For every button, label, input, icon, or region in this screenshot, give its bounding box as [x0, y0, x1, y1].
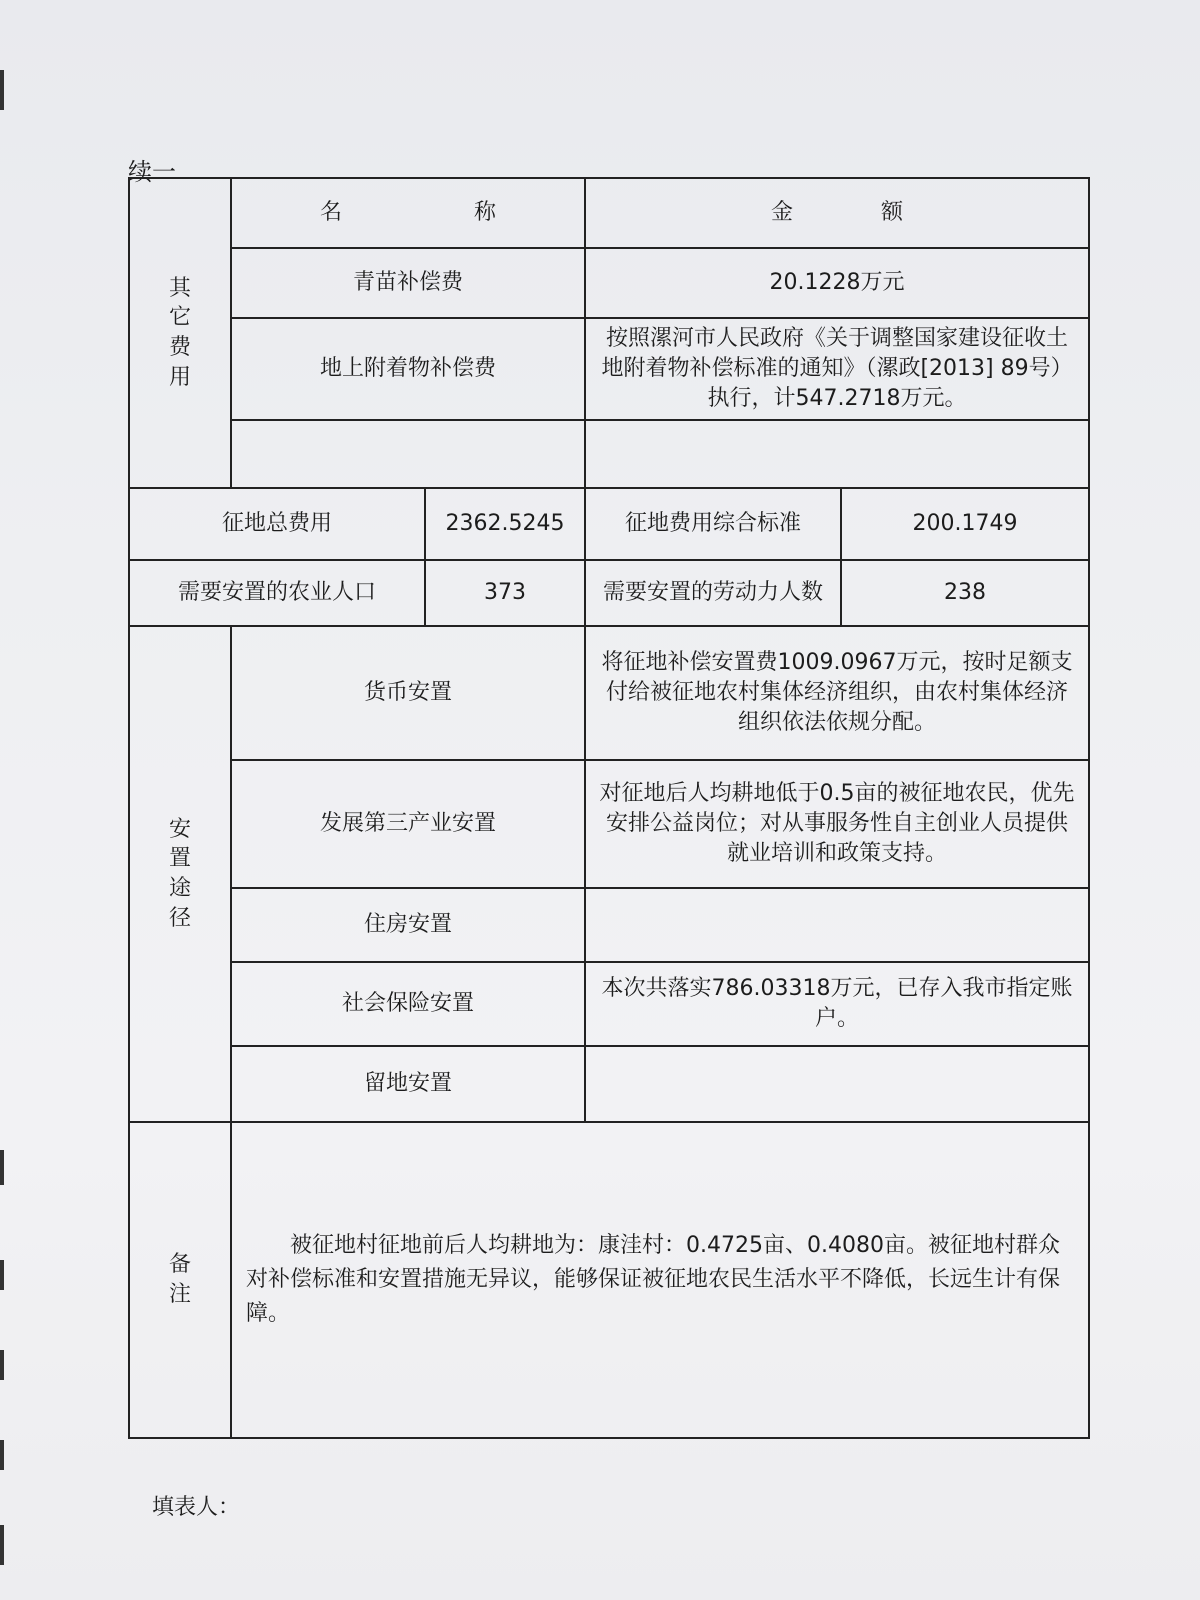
agri-population-value: 373 — [425, 560, 585, 626]
fee-amount-cell-empty — [585, 420, 1089, 488]
agri-population-label: 需要安置的农业人口 — [129, 560, 425, 626]
resettlement-group-label: 安置途径 — [129, 626, 231, 1122]
resettlement-detail-cell: 对征地后人均耕地低于0.5亩的被征地农民，优先安排公益岗位；对从事服务性自主创业人员提供就业培训和政策支持。 — [585, 760, 1089, 888]
column-header-name: 名 称 — [231, 178, 585, 248]
column-header-amount: 金 额 — [585, 178, 1089, 248]
fee-name-cell: 地上附着物补偿费 — [231, 318, 585, 420]
binding-mark — [0, 1350, 4, 1380]
fee-amount-cell: 按照漯河市人民政府《关于调整国家建设征收土地附着物补偿标准的通知》（漯政[2013] 89号）执行，计547.2718万元。 — [585, 318, 1089, 420]
resettlement-detail-cell: 本次共落实786.03318万元，已存入我市指定账户。 — [585, 962, 1089, 1046]
continuation-heading: 续一 — [128, 158, 176, 186]
cost-standard-value: 200.1749 — [841, 488, 1089, 560]
total-cost-label: 征地总费用 — [129, 488, 425, 560]
total-cost-value: 2362.5245 — [425, 488, 585, 560]
resettlement-name-cell: 住房安置 — [231, 888, 585, 962]
resettlement-name-cell: 社会保险安置 — [231, 962, 585, 1046]
binding-mark — [0, 1150, 4, 1185]
resettlement-name-cell: 发展第三产业安置 — [231, 760, 585, 888]
resettlement-detail-cell — [585, 888, 1089, 962]
labor-count-value: 238 — [841, 560, 1089, 626]
binding-mark — [0, 1260, 4, 1290]
remarks-text: 被征地村征地前后人均耕地为：康洼村：0.4725亩、0.4080亩。被征地村群众对补偿标准和安置措施无异议，能够保证被征地农民生活水平不降低，长远生计有保障。 — [231, 1122, 1089, 1438]
binding-mark — [0, 70, 4, 110]
fee-name-cell-empty — [231, 420, 585, 488]
labor-count-label: 需要安置的劳动力人数 — [585, 560, 841, 626]
resettlement-detail-cell — [585, 1046, 1089, 1122]
other-fees-group-label: 其它费用 — [129, 178, 231, 488]
land-acquisition-form — [128, 177, 1090, 1439]
binding-mark — [0, 1525, 4, 1565]
cost-standard-label: 征地费用综合标准 — [585, 488, 841, 560]
binding-mark — [0, 1440, 4, 1470]
resettlement-detail-cell: 将征地补偿安置费1009.0967万元，按时足额支付给被征地农村集体经济组织，由农村集体经济组织依法依规分配。 — [585, 626, 1089, 760]
fee-amount-cell: 20.1228万元 — [585, 248, 1089, 318]
form-filler-label: 填表人： — [152, 1495, 241, 1520]
fee-name-cell: 青苗补偿费 — [231, 248, 585, 318]
resettlement-name-cell: 留地安置 — [231, 1046, 585, 1122]
remarks-label: 备注 — [129, 1122, 231, 1438]
resettlement-name-cell: 货币安置 — [231, 626, 585, 760]
